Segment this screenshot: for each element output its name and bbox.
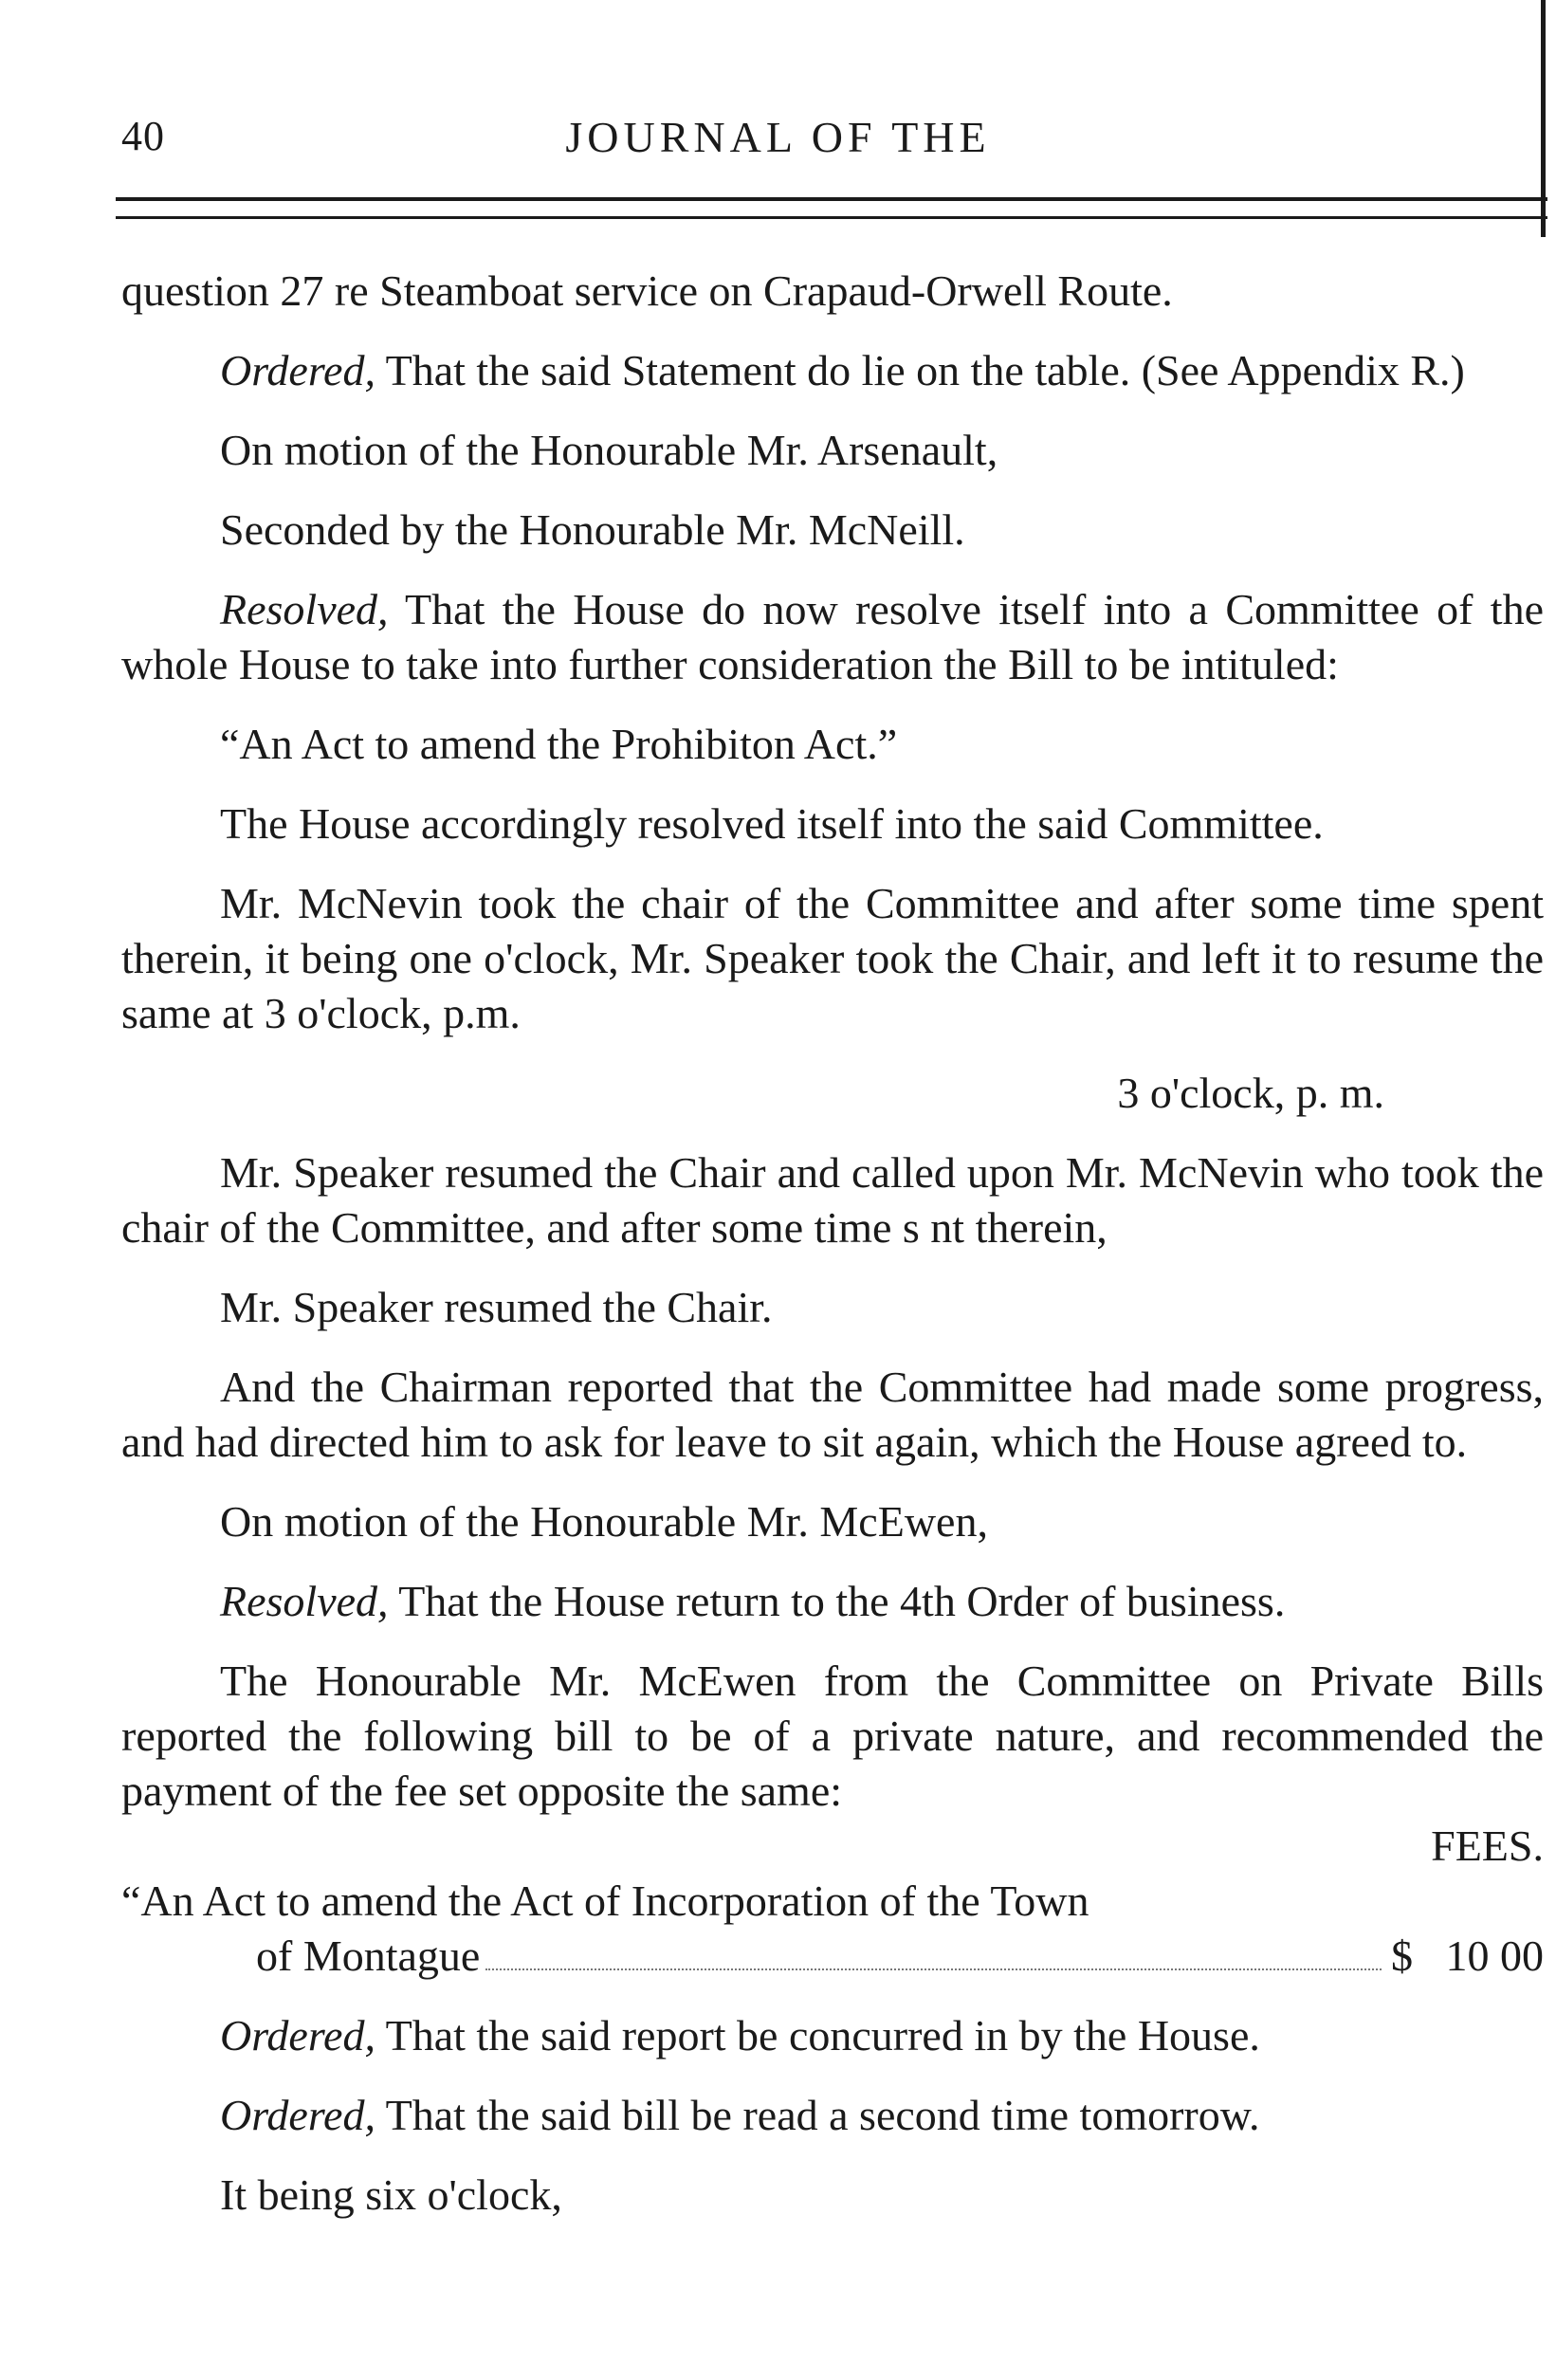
fee-amount: $ 10 00 [1391,1931,1544,1980]
fee-bill-title-continued: of Montague [256,1931,481,1980]
running-head: JOURNAL OF THE [565,113,991,161]
journal-body [121,264,1544,2247]
time-heading: 3 o'clock, p. m. [1117,1069,1384,1117]
fee-entry-row [121,1929,1544,1984]
fees-column-header: FEES. [1431,1822,1544,1870]
resolved-label: Resolved, [220,585,389,633]
paragraph-private-bills-report: The Honourable Mr. McEwen from the Committee on Private Bills reported the following bill to be of a private nature, and recommended the payment of the fee set opposite the same: [121,1657,1544,1815]
ordered-label: Ordered, [220,346,375,394]
paragraph-speaker-resumed-called: Mr. Speaker resumed the Chair and called upon Mr. McNevin who took the chair of the Committee, and after some time s nt therein, [121,1148,1544,1252]
header-rule-thick [116,197,1547,201]
ordered-text: That the said Statement do lie on the table. (See Appendix R.) [375,346,1465,394]
resolved-text: That the House return to the 4th Order of business. [388,1577,1286,1625]
header-rule-thin [116,216,1547,219]
page-number: 40 [121,113,165,159]
paragraph-resolved-committee [121,582,1544,692]
fee-bill-title-line: “An Act to amend the Act of Incorporation of the Town [121,1877,1089,1925]
ordered-text: That the said report be concurred in by the House. [375,2011,1260,2060]
paragraph-seconded-mcneill: Seconded by the Honourable Mr. McNeill. [220,505,965,554]
paragraph-house-resolved: The House accordingly resolved itself into the said Committee. [220,799,1324,848]
paragraph-motion-arsenault: On motion of the Honourable Mr. Arsenault, [220,426,998,474]
dot-leader [485,1968,1382,1970]
paragraph-question-27: question 27 re Steamboat service on Crapaud-Orwell Route. [121,266,1173,315]
paragraph-ordered-concurred [121,2008,1544,2063]
paragraph-speaker-resumed: Mr. Speaker resumed the Chair. [220,1283,773,1331]
paragraph-ordered-statement [121,343,1544,398]
resolved-text: That the House do now resolve itself into a Committee of the whole House to take into further consideration the Bill to be intituled: [121,585,1544,688]
paragraph-six-oclock: It being six o'clock, [220,2170,562,2219]
paragraph-chairman-reported: And the Chairman reported that the Committee had made some progress, and had directed him to ask for leave to sit again, which the House agreed to. [121,1363,1544,1466]
resolved-label: Resolved, [220,1577,389,1625]
paragraph-bill-title: “An Act to amend the Prohibiton Act.” [220,720,898,768]
paragraph-mcnevin-chair: Mr. McNevin took the chair of the Committee and after some time spent therein, it being one o'clock, Mr. Speaker took the Chair, and left it to resume the same at 3 o'clock, p.m. [121,879,1544,1037]
paragraph-motion-mcewen: On motion of the Honourable Mr. McEwen, [220,1497,988,1546]
paragraph-resolved-return [121,1574,1544,1629]
ordered-text: That the said bill be read a second time tomorrow. [375,2091,1260,2139]
paragraph-ordered-second-reading [121,2088,1544,2143]
ordered-label: Ordered, [220,2091,375,2139]
ordered-label: Ordered, [220,2011,375,2060]
